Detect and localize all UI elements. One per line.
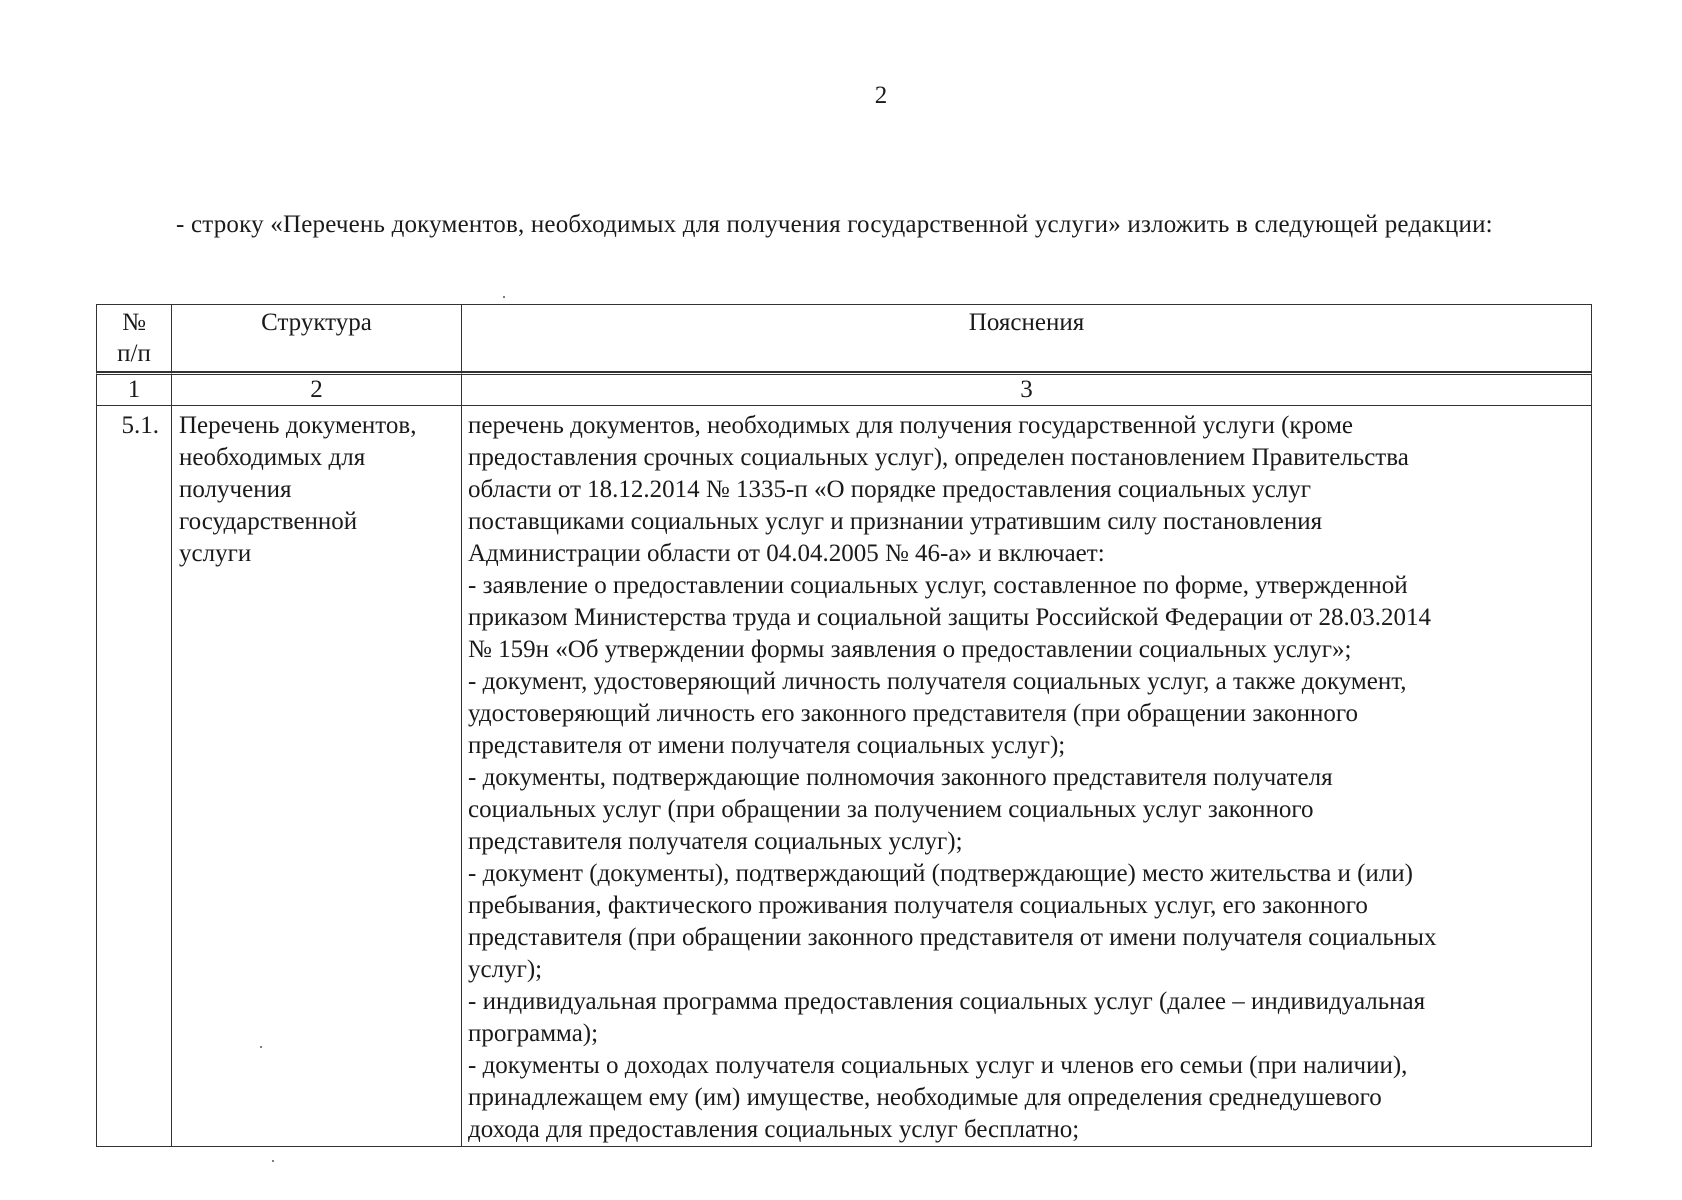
explanation-line: № 159н «Об утверждении формы заявления о предоставлении социальных услуг»;: [468, 636, 1352, 663]
explanation-line: удостоверяющий личность его законного представителя (при обращении законного: [468, 700, 1359, 727]
table-header-row: [96, 304, 1592, 372]
explanation-line: Администрации области от 04.04.2005 № 46-а» и включает:: [468, 540, 1105, 567]
explanation-line: - документы о доходах получателя социальных услуг и членов его семьи (при наличии),: [468, 1052, 1408, 1079]
explanation-line: представителя от имени получателя социальных услуг);: [468, 732, 1066, 759]
explanation-line: - документы, подтверждающие полномочия законного представителя получателя: [468, 764, 1333, 791]
explanation-line: услуг);: [468, 956, 543, 983]
scan-speck: [503, 296, 505, 298]
scan-speck: [272, 1160, 274, 1162]
row-number: 5.1.: [96, 406, 172, 1147]
header-num: [96, 304, 172, 372]
explanation-line: - заявление о предоставлении социальных услуг, составленное по форме, утвержденной: [468, 572, 1408, 599]
column-number-1: 1: [96, 372, 172, 406]
explanation-line: поставщиками социальных услуг и признании утратившим силу постановления: [468, 508, 1323, 535]
column-number-2: 2: [172, 372, 462, 406]
explanation-line: области от 18.12.2014 № 1335-п «О порядке предоставления социальных услуг: [468, 476, 1312, 503]
document-table: [96, 304, 1592, 1147]
header-explanation: Пояснения: [462, 304, 1592, 372]
structure-line: необходимых для: [179, 444, 366, 471]
header-num-label: № п/п: [117, 309, 151, 367]
header-structure: Структура: [172, 304, 462, 372]
table-row: [96, 406, 1592, 1147]
explanation-line: программа);: [468, 1020, 599, 1047]
explanation-line: представителя получателя социальных услуг);: [468, 828, 963, 855]
page-number: 2: [874, 82, 888, 109]
explanation-line: приказом Министерства труда и социальной защиты Российской Федерации от 28.03.2014: [468, 604, 1432, 631]
row-explanation: [462, 406, 1592, 1147]
explanation-line: принадлежащем ему (им) имуществе, необходимые для определения среднедушевого: [468, 1084, 1382, 1111]
column-numbers-row: [96, 372, 1592, 406]
structure-line: Перечень документов,: [179, 412, 417, 439]
explanation-line: представителя (при обращении законного представителя от имени получателя социальных: [468, 924, 1437, 951]
explanation-line: - документ (документы), подтверждающий (подтверждающие) место жительства и (или): [468, 860, 1413, 887]
column-number-3: 3: [462, 372, 1592, 406]
explanation-line: перечень документов, необходимых для получения государственной услуги (кроме: [468, 412, 1353, 439]
structure-line: государственной: [179, 508, 358, 535]
structure-line: получения: [179, 476, 292, 503]
intro-paragraph: - строку «Перечень документов, необходимых для получения государственной услуги» изложить в следующей редакции:: [176, 211, 1493, 238]
row-structure: [172, 406, 462, 1147]
explanation-line: дохода для предоставления социальных услуг бесплатно;: [468, 1116, 1080, 1143]
explanation-line: предоставления срочных социальных услуг), определен постановлением Правительства: [468, 444, 1409, 471]
explanation-line: - индивидуальная программа предоставления социальных услуг (далее – индивидуальная: [468, 988, 1426, 1015]
explanation-line: пребывания, фактического проживания получателя социальных услуг, его законного: [468, 892, 1368, 919]
structure-line: услуги: [179, 540, 252, 567]
scan-speck: [260, 1046, 262, 1048]
explanation-line: - документ, удостоверяющий личность получателя социальных услуг, а также документ,: [468, 668, 1407, 695]
explanation-line: социальных услуг (при обращении за получением социальных услуг законного: [468, 796, 1314, 823]
